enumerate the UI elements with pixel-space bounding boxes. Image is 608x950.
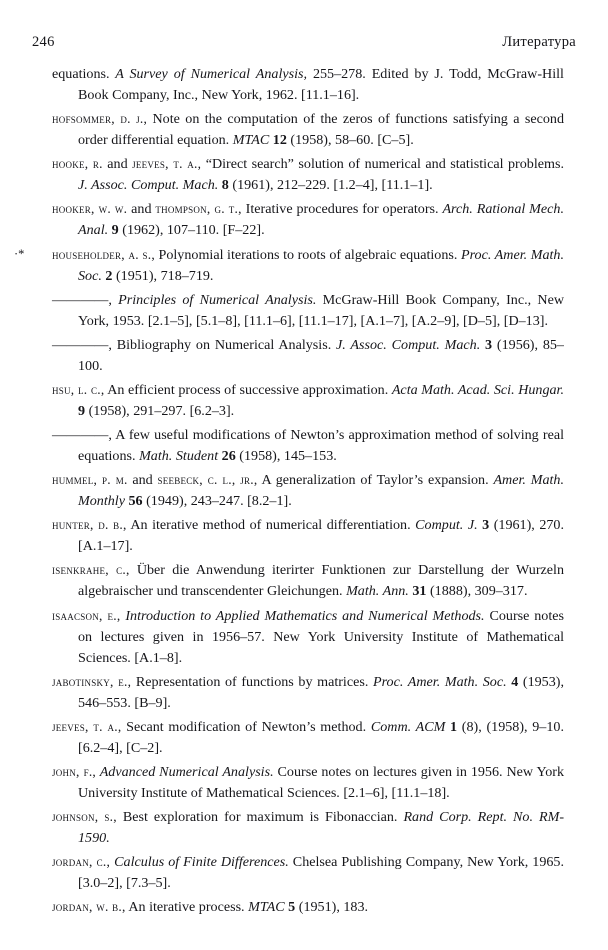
entry-text: ————,: [52, 336, 112, 353]
bibliography-entry: [52, 154, 564, 196]
entry-text: Secant modification of Newton’s method.: [121, 718, 371, 735]
page-number: 246: [32, 34, 55, 50]
entry-author: hooke, r.: [52, 156, 103, 172]
entry-author: hunter, d. b.,: [52, 517, 127, 533]
entry-author: jabotinsky, e.,: [52, 673, 132, 689]
entry-author: isaacson, e.,: [52, 607, 121, 623]
entry-volume: 5: [284, 899, 296, 916]
entry-title-italic: Rand Corp. Rept. No. RM-1590.: [78, 809, 565, 847]
bibliography-entry: [52, 717, 564, 759]
entry-volume: 4: [506, 673, 519, 690]
bibliography-entry: [52, 64, 564, 106]
entry-text: Course notes on lectures given in 1956–57. New York University Institute of Mathematical Sciences. [A.1–8].: [78, 607, 564, 666]
entry-text: (1961), 212–229. [1.2–4], [11.1–1].: [228, 177, 433, 194]
page-header: [32, 34, 576, 54]
entry-volume: 8: [218, 177, 229, 194]
entry-text: Course notes on lectures given in 1956. New York University Institute of Mathematical Sciences. [2.1–6], [11.1–18].: [78, 763, 565, 801]
bibliography-entry: [52, 852, 564, 894]
entry-title-italic: Math. Student: [139, 448, 219, 465]
entry-title-italic: MTAC: [232, 132, 270, 149]
entry-text: and: [102, 156, 133, 173]
entry-text: Bibliography on Numerical Analysis.: [111, 336, 337, 353]
entry-text: Representation of functions by matrices.: [131, 673, 373, 690]
bibliography-entry: [52, 515, 564, 557]
entry-title-italic: Calculus of Finite Differences.: [110, 854, 289, 871]
entry-text: (1956), 85–100.: [78, 336, 564, 374]
entry-text: McGraw-Hill Book Company, Inc., New York, 1953. [2.1–5], [5.1–8], [11.1–6], [11.1–17], [A.1–7], [A.2–9], [D–5], [D–13].: [78, 291, 565, 329]
entry-author: jordan, c.,: [52, 854, 111, 870]
entry-title-italic: Proc. Amer. Math. Soc.: [372, 673, 507, 690]
entry-text: (1958), 291–297. [6.2–3].: [85, 402, 235, 419]
bibliography-entry: [52, 807, 564, 849]
entry-text: (1961), 270. [A.1–17].: [78, 517, 564, 555]
entry-text: equations.: [52, 66, 110, 82]
bibliography-entry: [52, 199, 564, 241]
bibliography-entry: [52, 672, 564, 714]
entry-text: (1962), 107–110. [F–22].: [118, 222, 265, 239]
bibliography-entry: [52, 560, 564, 602]
entry-volume: 26: [218, 448, 236, 465]
entry-title-italic: Arch. Rational Mech. Anal.: [78, 201, 565, 239]
entry-text: (1888), 309–317.: [426, 583, 528, 600]
bibliography-entry: [52, 606, 564, 669]
entry-author: thompson, g. t.,: [155, 201, 242, 217]
bibliography-entry: [52, 470, 564, 512]
bibliography-entry: [52, 762, 564, 804]
entry-title-italic: J. Assoc. Comput. Mach.: [78, 177, 219, 194]
entry-title-italic: A Survey of Numerical Analysis,: [109, 66, 308, 82]
entry-text: A generalization of Taylor’s expansion.: [257, 472, 494, 489]
bibliography-entry: [52, 425, 564, 467]
entry-text: (1953), 546–553. [B–9].: [78, 673, 564, 711]
bibliography-entry: [52, 380, 564, 422]
entry-volume: 12: [269, 132, 287, 149]
entry-title-italic: Advanced Numerical Analysis.: [96, 763, 274, 780]
entry-title-italic: Introduction to Applied Mathematics and Numerical Methods.: [120, 607, 485, 624]
entry-title-italic: Acta Math. Acad. Sci. Hungar.: [391, 381, 565, 398]
entry-volume: 2: [101, 267, 113, 284]
entry-text: (8), (1958), 9–10. [6.2–4], [C–2].: [78, 718, 564, 756]
entry-text: and: [127, 472, 158, 489]
entry-star-marker: ·*: [14, 246, 25, 261]
entry-text: and: [127, 201, 156, 218]
entry-text: (1958), 58–60. [C–5].: [286, 132, 414, 149]
entry-text: Chelsea Publishing Company, New York, 1965. [3.0–2], [7.3–5].: [78, 854, 564, 892]
entry-volume: 56: [124, 493, 143, 510]
bibliography-list: [14, 64, 565, 921]
entry-title-italic: J. Assoc. Comput. Mach.: [336, 336, 481, 353]
entry-volume: 1: [445, 718, 458, 735]
entry-text: An iterative method of numerical differentiation.: [126, 517, 416, 534]
bibliography-entry: [14, 245, 565, 287]
entry-author: hofsommer, d. j.,: [52, 111, 148, 127]
entry-author: isenkrahe, c.,: [52, 562, 130, 578]
entry-title-italic: Comm. ACM: [370, 718, 446, 735]
entry-text: (1951), 183.: [295, 899, 369, 916]
entry-author: jordan, w. b.,: [52, 899, 126, 915]
entry-author: hsu, l. c.,: [52, 381, 105, 397]
entry-text: Note on the computation of the zeros of functions satisfying a second order differential equation.: [78, 111, 565, 149]
entry-volume: 3: [480, 336, 493, 353]
entry-author: johnson, s.,: [52, 809, 117, 825]
bibliography-entry: [52, 109, 564, 151]
entry-text: 255–278. Edited by J. Todd, McGraw-Hill Book Company, Inc., New York, 1962. [11.1–16].: [78, 66, 564, 104]
entry-text: ————,: [52, 291, 112, 308]
entry-title-italic: Principles of Numerical Analysis.: [111, 291, 317, 308]
entry-text: (1958), 145–153.: [235, 448, 337, 465]
bibliography-entry: [52, 290, 564, 332]
entry-author: hummel, p. m.: [52, 472, 128, 488]
entry-volume: 3: [477, 517, 490, 534]
entry-author: householder, a. s.,: [52, 246, 155, 262]
entry-author: john, f.,: [52, 763, 97, 779]
entry-title-italic: MTAC: [248, 899, 285, 916]
entry-author: jeeves, t. a.,: [132, 156, 202, 172]
bibliography-entry: [52, 897, 564, 918]
entry-text: ————,: [52, 427, 112, 443]
entry-title-italic: Comput. J.: [415, 517, 478, 534]
running-title: Литература: [502, 34, 576, 50]
entry-text: Best exploration for maximum is Fibonaccian.: [116, 809, 404, 826]
entry-text: “Direct search” solution of numerical and statistical problems.: [201, 156, 564, 173]
entry-author: jeeves, t. a.,: [52, 718, 122, 734]
bibliography-entry: [52, 335, 564, 377]
entry-author: seebeck, c. l., jr.,: [157, 472, 258, 488]
entry-text: An efficient process of successive approximation.: [104, 381, 392, 398]
entry-volume: 31: [408, 583, 427, 600]
entry-text: Iterative procedures for operators.: [241, 201, 443, 218]
entry-text: (1949), 243–247. [8.2–1].: [142, 493, 292, 510]
entry-title-italic: Math. Ann.: [346, 583, 409, 600]
entry-author: hooker, w. w.: [52, 201, 128, 217]
entry-volume: 9: [78, 402, 86, 419]
entry-volume: 9: [108, 222, 119, 239]
entry-title-italic: Proc. Amer. Math. Soc.: [78, 246, 565, 284]
entry-text: A few useful modifications of Newton’s approximation method of solving real equations.: [78, 427, 564, 465]
entry-title-italic: Amer. Math. Monthly: [78, 472, 565, 510]
entry-text: (1951), 718–719.: [112, 267, 214, 284]
entry-text: Polynomial iterations to roots of algebraic equations.: [154, 246, 461, 263]
entry-text: An iterative process.: [125, 899, 249, 916]
entry-text: Über die Anwendung iterirter Funktionen zur Darstellung der Wurzeln algebraischer und transcendenter Gleichungen.: [78, 562, 564, 600]
